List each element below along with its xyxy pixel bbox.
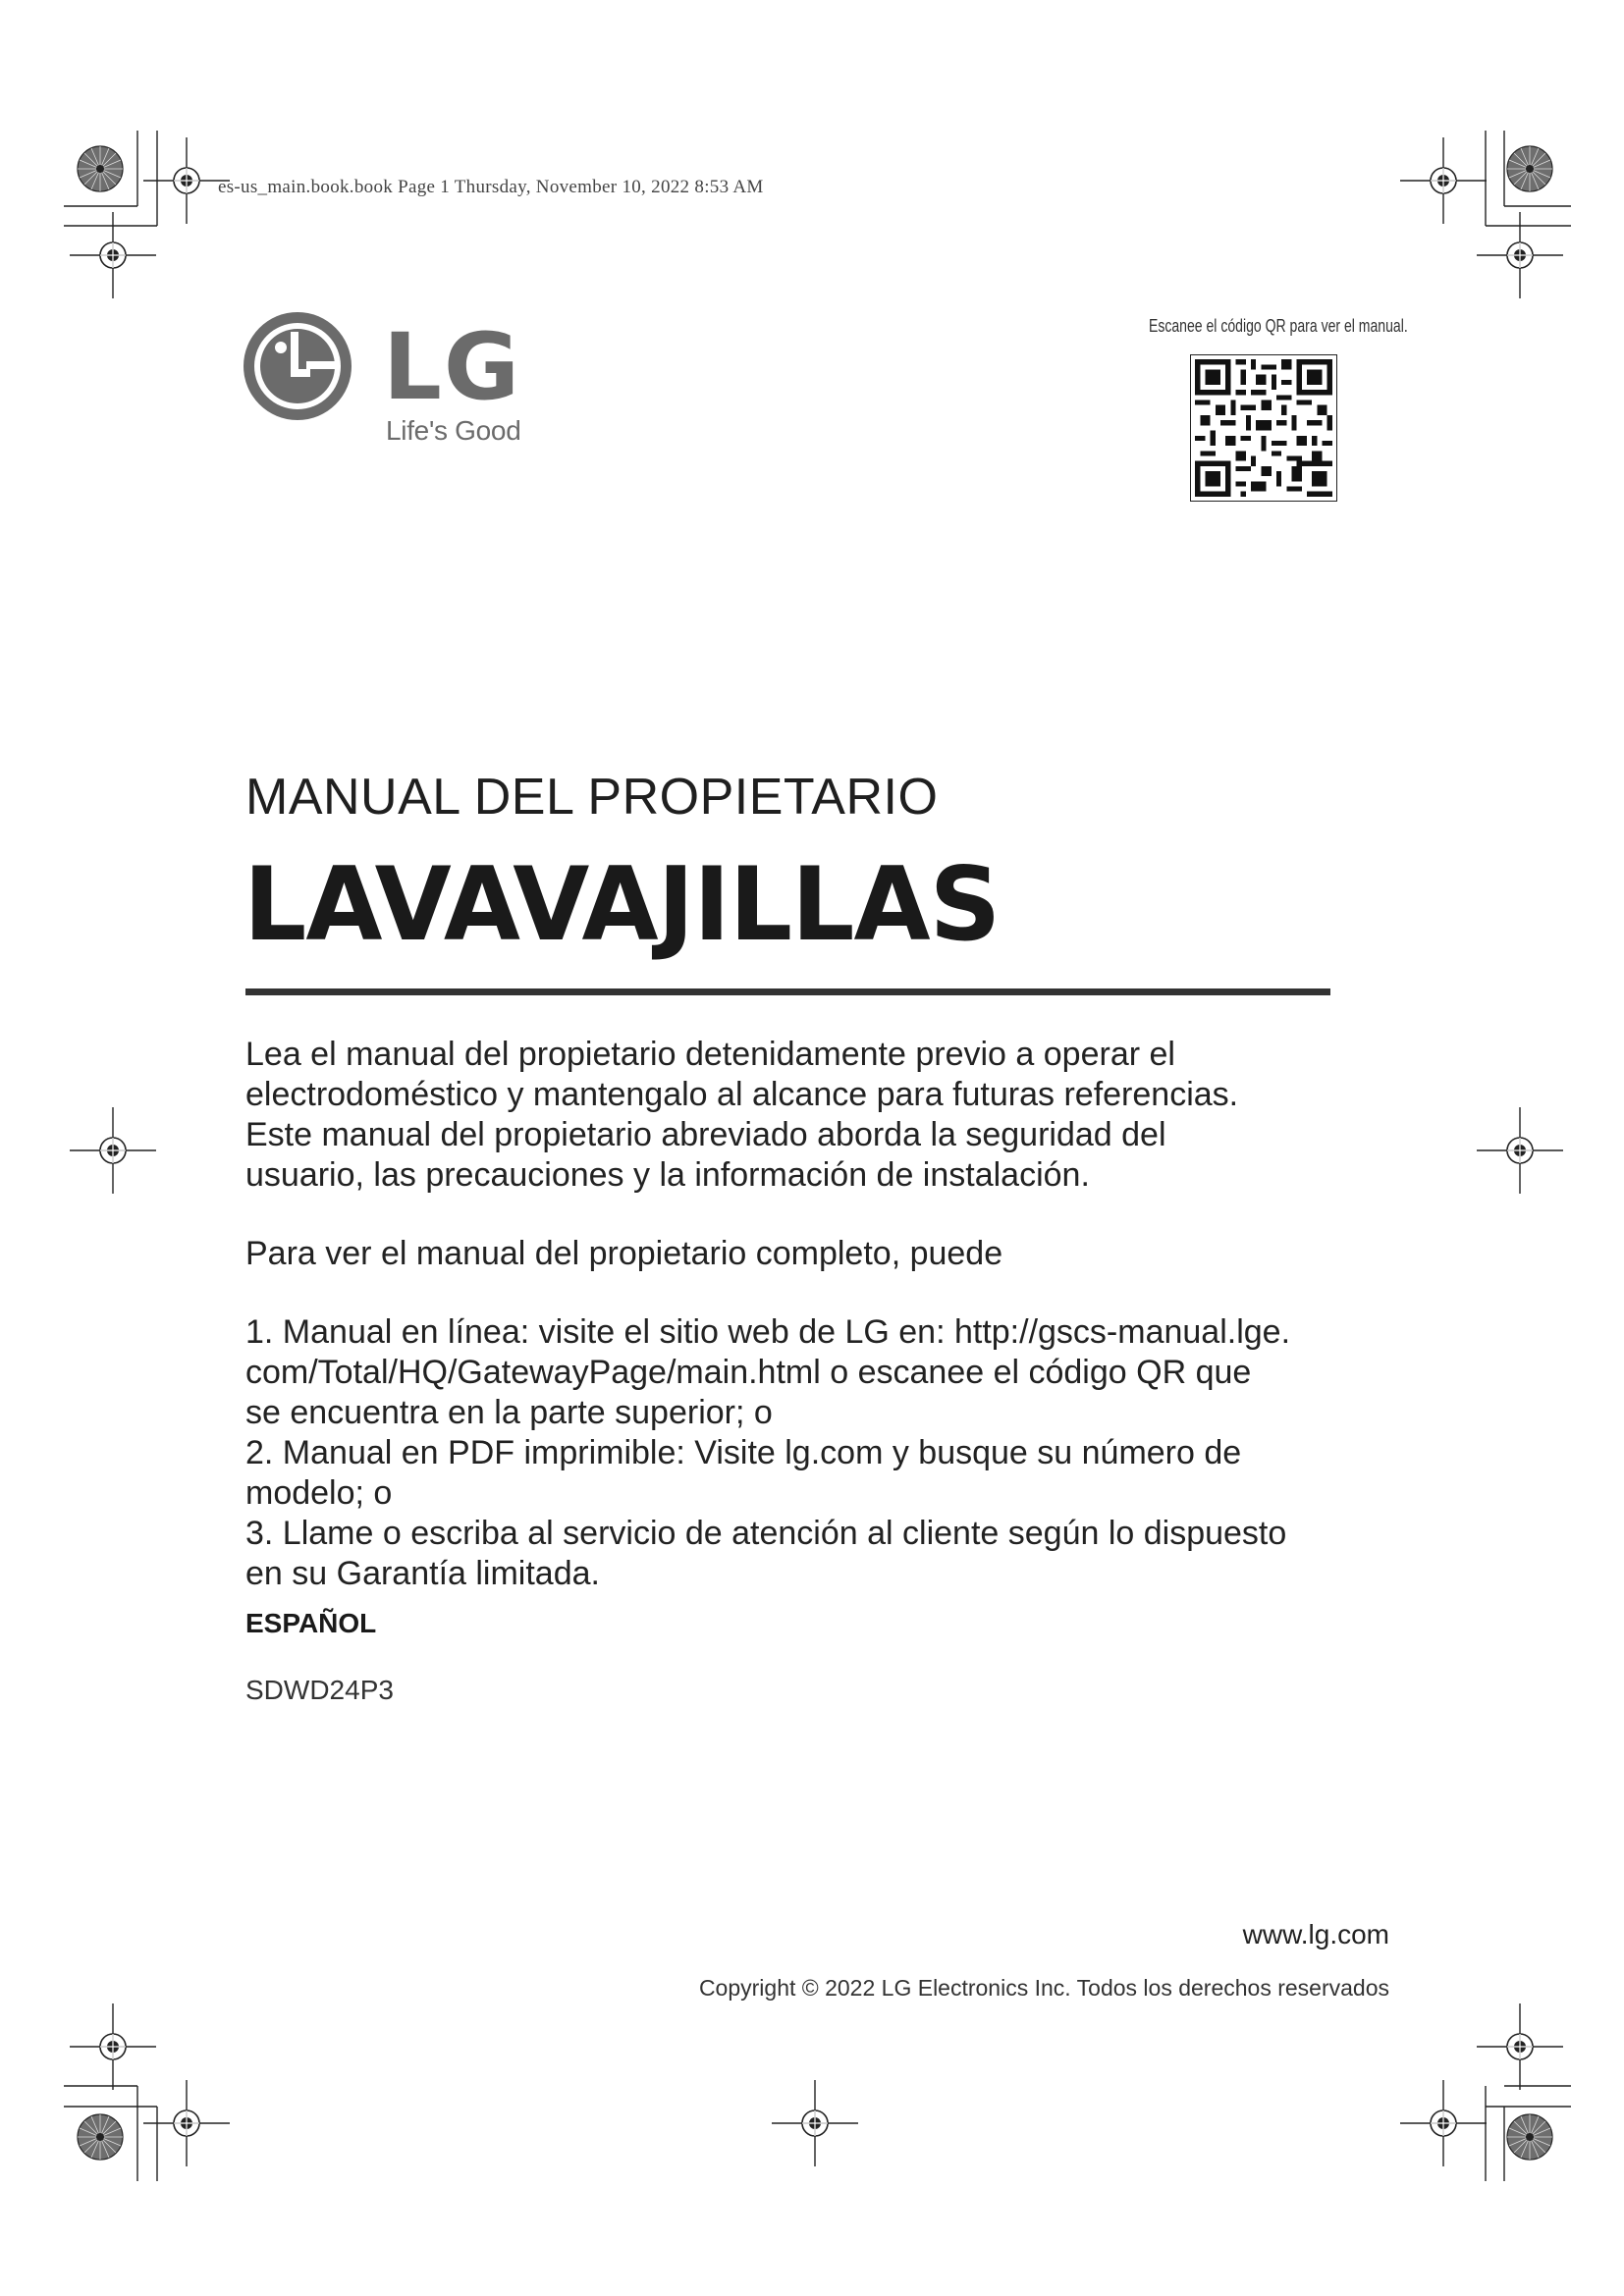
- brand-tagline: Life's Good: [386, 415, 521, 446]
- options-line: 1. Manual en línea: visite el sitio web de LG en: http://gscs-manual.lge.: [245, 1313, 1291, 1351]
- intro-line: usuario, las precauciones y la información de instalación.: [245, 1156, 1090, 1194]
- options-line: modelo; o: [245, 1474, 393, 1512]
- options-line: com/Total/HQ/GatewayPage/main.html o escanee el código QR que: [245, 1354, 1252, 1391]
- intro-line: Este manual del propietario abreviado aborda la seguridad del: [245, 1116, 1166, 1153]
- options-line: 3. Llame o escriba al servicio de atención al cliente según lo dispuesto: [245, 1515, 1287, 1552]
- language-label: ESPAÑOL: [245, 1608, 377, 1638]
- title-divider: [245, 988, 1330, 995]
- product-title: LAVAVAJILLAS: [244, 846, 1001, 964]
- print-header: es-us_main.book.book Page 1 Thursday, November 10, 2022 8:53 AM: [218, 177, 764, 197]
- lg-wordmark: LG: [383, 314, 522, 421]
- lg-face-icon: [244, 312, 352, 420]
- options-lead: Para ver el manual del propietario completo, puede: [245, 1235, 1003, 1272]
- copyright-notice: Copyright © 2022 LG Electronics Inc. Todos los derechos reservados: [698, 1975, 1389, 2001]
- options-line: se encuentra en la parte superior; o: [245, 1394, 773, 1431]
- options-line: en su Garantía limitada.: [245, 1555, 600, 1592]
- intro-paragraph: [245, 1035, 1335, 1196]
- intro-line: electrodoméstico y mantengalo al alcance para futuras referencias.: [245, 1076, 1239, 1113]
- intro-line: Lea el manual del propietario detenidamente previo a operar el: [245, 1036, 1175, 1073]
- qr-code: [1190, 354, 1337, 502]
- document-type: MANUAL DEL PROPIETARIO: [245, 769, 939, 826]
- website-link[interactable]: www.lg.com: [1242, 1919, 1389, 1949]
- options-line: 2. Manual en PDF imprimible: Visite lg.com y busque su número de: [245, 1434, 1242, 1471]
- model-number: SDWD24P3: [245, 1675, 394, 1705]
- options-list: [245, 1312, 1335, 1594]
- qr-caption: Escanee el código QR para ver el manual.: [1148, 316, 1408, 336]
